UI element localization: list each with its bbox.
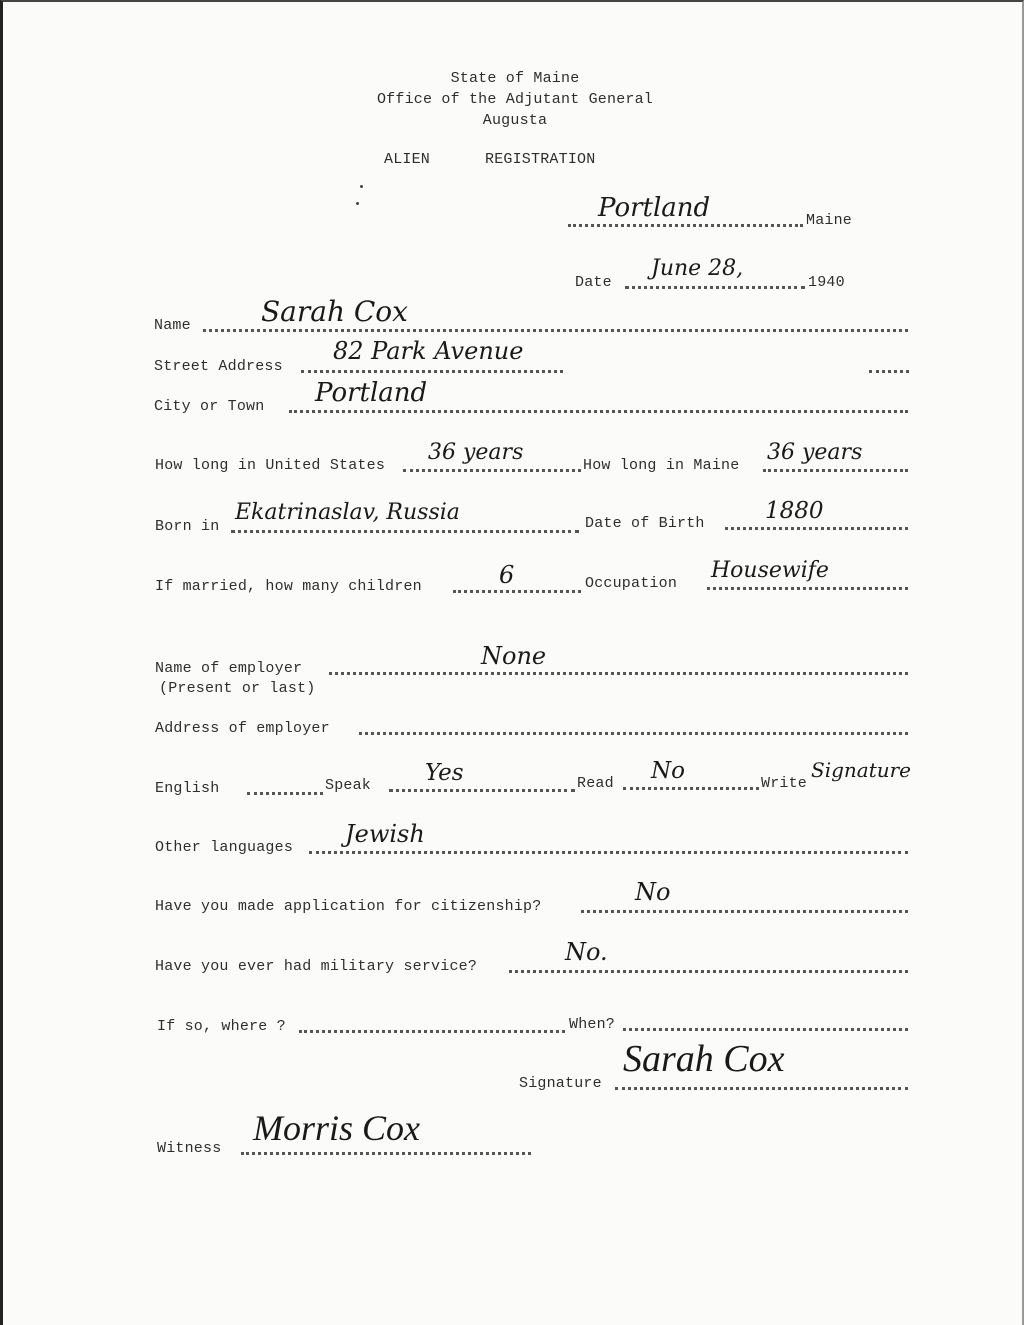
city-dotted-line	[289, 410, 908, 413]
citizenship-label: Have you made application for citizenship?	[155, 898, 542, 915]
date-dotted-line	[625, 286, 805, 289]
dob-dotted-line	[725, 527, 908, 530]
write-label: Write	[761, 775, 808, 792]
employer-address-dotted-line	[359, 732, 908, 735]
military-label: Have you ever had military service?	[155, 958, 478, 975]
employer-sublabel: (Present or last)	[159, 680, 316, 697]
employer-dotted-line	[329, 672, 908, 675]
born-label: Born in	[155, 518, 220, 535]
stray-mark	[360, 185, 363, 188]
maine-time-value: 36 years	[767, 440, 863, 465]
date-value: June 28,	[651, 256, 744, 281]
read-label: Read	[577, 775, 614, 792]
speak-dotted-line	[389, 789, 575, 792]
read-dotted-line	[623, 787, 759, 790]
military-dotted-line	[509, 970, 908, 973]
place-value: Portland	[598, 193, 711, 223]
citizenship-dotted-line	[581, 910, 908, 913]
read-value: No	[651, 758, 685, 784]
signature-label: Signature	[519, 1075, 602, 1092]
place-dotted-line	[568, 224, 803, 227]
us-time-dotted-line	[403, 469, 581, 472]
stray-mark	[356, 202, 359, 205]
signature-dotted-line	[615, 1087, 908, 1090]
maine-time-label: How long in Maine	[583, 457, 740, 474]
name-label: Name	[154, 317, 191, 334]
date-year: 1940	[808, 274, 845, 291]
header-office: Office of the Adjutant General	[376, 91, 654, 108]
occupation-label: Occupation	[585, 575, 678, 592]
us-time-label: How long in United States	[155, 457, 386, 474]
dob-value: 1880	[765, 498, 824, 524]
employer-label: Name of employer	[155, 660, 303, 677]
signature-value: Sarah Cox	[623, 1038, 785, 1080]
where-label: If so, where ?	[157, 1018, 286, 1035]
place-suffix: Maine	[806, 212, 853, 229]
employer-address-label: Address of employer	[155, 720, 330, 737]
born-dotted-line	[231, 530, 579, 533]
street-dotted-line	[301, 370, 563, 373]
dob-label: Date of Birth	[585, 515, 705, 532]
children-dotted-line	[453, 590, 581, 593]
where-dotted-line	[299, 1030, 565, 1033]
when-dotted-line	[623, 1028, 908, 1031]
witness-label: Witness	[157, 1140, 222, 1157]
occupation-dotted-line	[707, 587, 908, 590]
city-label: City or Town	[154, 398, 265, 415]
when-label: When?	[569, 1016, 616, 1033]
title-alien: ALIEN	[384, 151, 431, 168]
maine-time-dotted-line	[763, 469, 908, 472]
children-label: If married, how many children	[155, 578, 422, 595]
name-value: Sarah Cox	[261, 295, 408, 328]
street-dotted-line-end	[869, 370, 909, 373]
write-value: Signature	[811, 758, 912, 782]
born-value: Ekatrinaslav, Russia	[235, 500, 460, 525]
street-value: 82 Park Avenue	[333, 337, 524, 365]
city-value: Portland	[315, 378, 428, 408]
street-label: Street Address	[154, 358, 283, 375]
other-languages-label: Other languages	[155, 839, 294, 856]
other-languages-dotted-line	[309, 851, 908, 854]
english-dotted-line	[247, 792, 323, 795]
english-label: English	[155, 780, 220, 797]
military-value: No.	[565, 938, 608, 966]
children-value: 6	[499, 561, 515, 589]
title-registration: REGISTRATION	[485, 151, 596, 168]
occupation-value: Housewife	[711, 558, 829, 583]
us-time-value: 36 years	[428, 440, 524, 465]
citizenship-value: No	[635, 878, 671, 906]
speak-label: Speak	[325, 777, 372, 794]
header-state: State of Maine	[450, 70, 580, 87]
other-languages-value: Jewish	[345, 820, 425, 848]
employer-value: None	[481, 642, 547, 670]
date-label: Date	[575, 274, 612, 291]
header-city: Augusta	[482, 112, 548, 129]
name-dotted-line	[203, 329, 908, 332]
speak-value: Yes	[425, 760, 464, 786]
witness-dotted-line	[241, 1152, 531, 1155]
witness-value: Morris Cox	[253, 1108, 421, 1148]
